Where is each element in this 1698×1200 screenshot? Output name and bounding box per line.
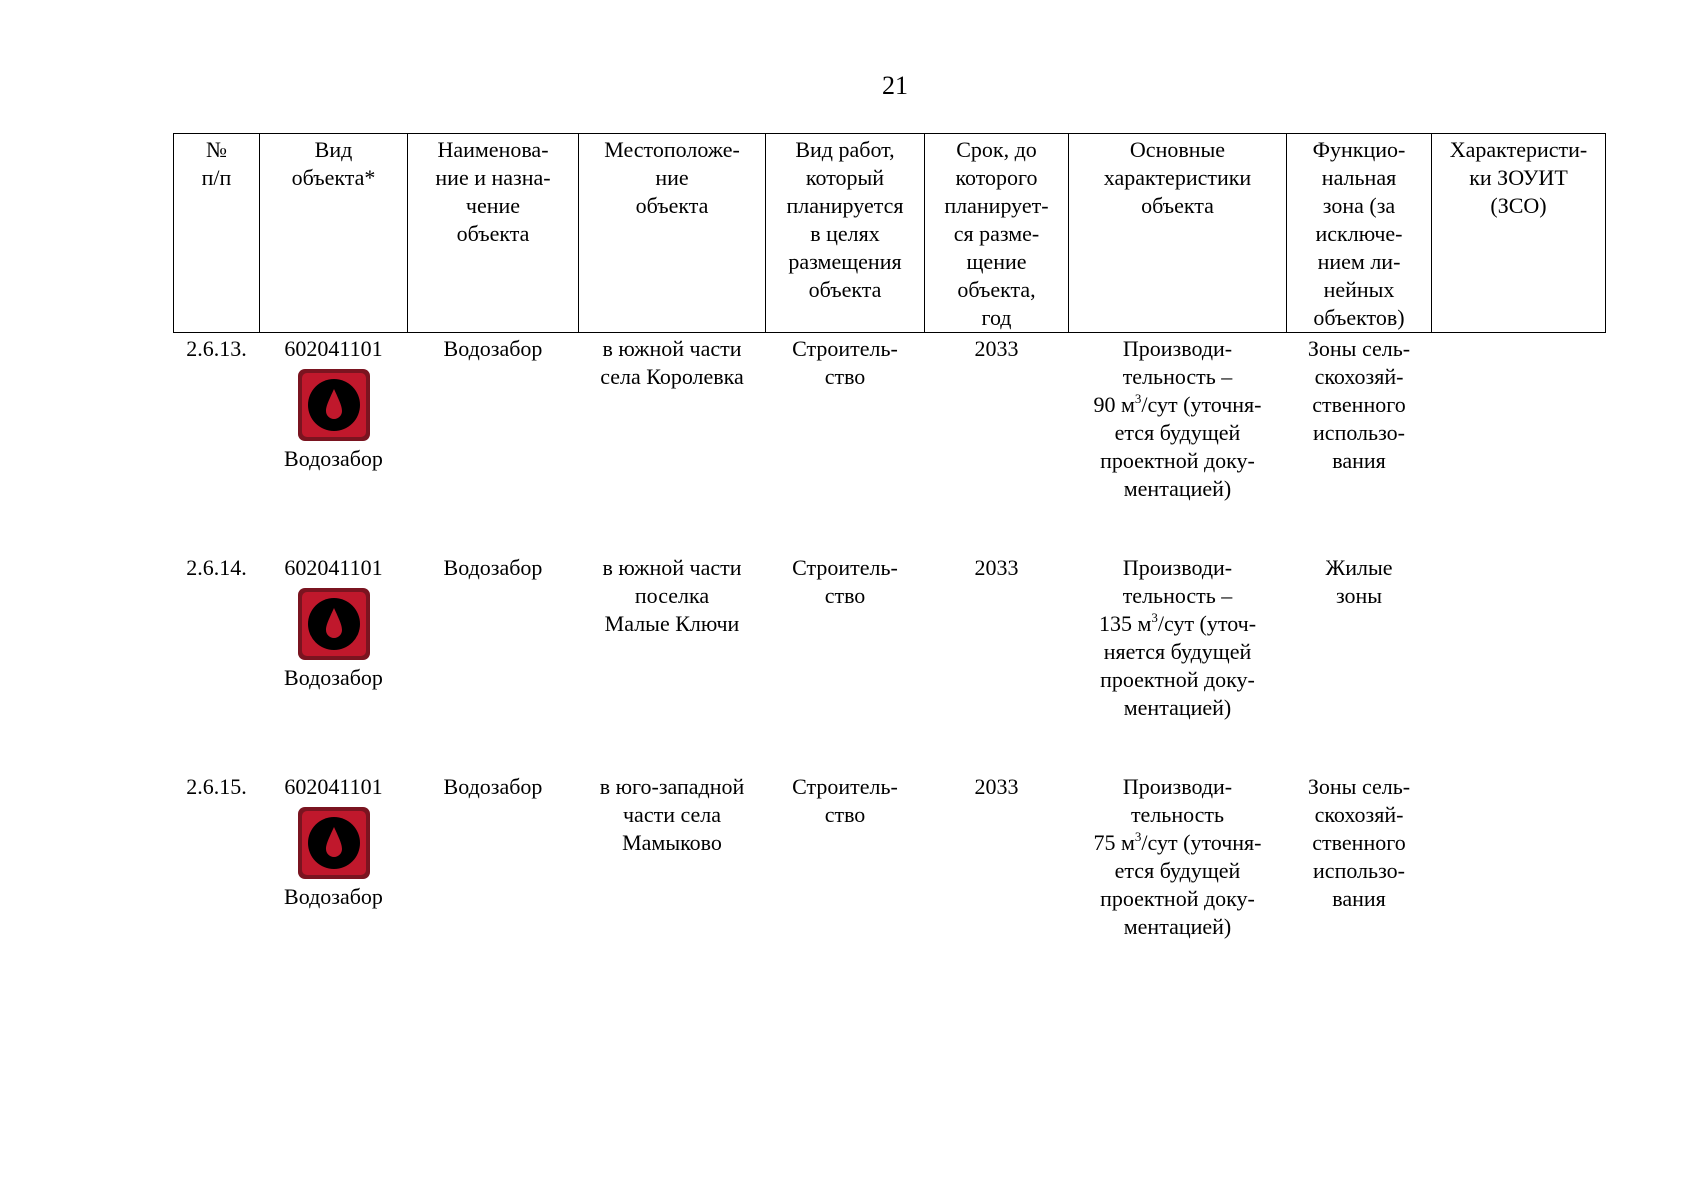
- cell-characteristics: Производи- тельность – 135 $м^3$/сут (уточ- няется будущей проектной доку- ментацией): [1098, 555, 1257, 720]
- cell-year: 2033: [974, 336, 1019, 361]
- cell-object-type: [260, 771, 408, 973]
- table-row: [174, 333, 1606, 553]
- object-code: 602041101: [284, 555, 383, 580]
- table-row: [174, 552, 1606, 771]
- cell-year: 2033: [974, 555, 1019, 580]
- cell-object-type: [260, 552, 408, 771]
- cell-location: в юго-западной части села Мамыково: [599, 774, 745, 855]
- cell-name: Водозабор: [443, 555, 543, 580]
- cell-works: Строитель- ство: [792, 774, 898, 827]
- object-icon-label: Водозабор: [284, 446, 383, 471]
- object-icon-label: Водозабор: [284, 665, 383, 690]
- cell-num: 2.6.13.: [186, 336, 247, 361]
- object-code: 602041101: [284, 774, 383, 799]
- header-object-type: Вид объекта*: [260, 134, 408, 333]
- object-code: 602041101: [284, 336, 383, 361]
- header-location: Местоположе- ние объекта: [579, 134, 766, 333]
- header-characteristics: Основные характеристики объекта: [1069, 134, 1287, 333]
- cell-zone: Жилые зоны: [1325, 555, 1393, 608]
- cell-works: Строитель- ство: [792, 336, 898, 389]
- header-work-type: Вид работ, который планируется в целях размещения объекта: [766, 134, 925, 333]
- water-intake-icon: [296, 805, 372, 881]
- cell-zouit: [1432, 333, 1606, 553]
- cell-zouit: [1432, 552, 1606, 771]
- header-zouit: Характеристи- ки ЗОУИТ (ЗСО): [1432, 134, 1606, 333]
- header-deadline: Срок, до которого планирует- ся разме- щение объекта, год: [925, 134, 1069, 333]
- cell-works: Строитель- ство: [792, 555, 898, 608]
- table-header-row: [174, 134, 1606, 333]
- cell-name: Водозабор: [443, 774, 543, 799]
- cell-zone: Зоны сель- скохозяй- ственного использо- вания: [1307, 336, 1411, 473]
- cell-object-type: [260, 333, 408, 553]
- table-row: [174, 771, 1606, 973]
- cell-location: в южной части села Королевка: [600, 336, 744, 389]
- cell-zouit: [1432, 771, 1606, 973]
- header-functional-zone: Функцио- нальная зона (за исключе- нием ли- нейных объектов): [1287, 134, 1432, 333]
- objects-table: [173, 133, 1606, 973]
- cell-characteristics: Производи- тельность – 90 $м^3$/сут (уточня- ется будущей проектной доку- ментацией): [1093, 336, 1262, 501]
- water-intake-icon: [296, 586, 372, 662]
- page-number: 21: [882, 71, 908, 100]
- cell-year: 2033: [974, 774, 1019, 799]
- cell-num: 2.6.15.: [186, 774, 247, 799]
- cell-location: в южной части поселка Малые Ключи: [602, 555, 742, 636]
- object-icon-label: Водозабор: [284, 884, 383, 909]
- cell-num: 2.6.14.: [186, 555, 247, 580]
- cell-characteristics: Производи- тельность 75 $м^3$/сут (уточня- ется будущей проектной доку- ментацией): [1093, 774, 1262, 939]
- cell-name: Водозабор: [443, 336, 543, 361]
- header-name-purpose: Наименова- ние и назна- чение объекта: [408, 134, 579, 333]
- header-num: № п/п: [174, 134, 260, 333]
- cell-zone: Зоны сель- скохозяй- ственного использо- вания: [1307, 774, 1411, 911]
- water-intake-icon: [296, 367, 372, 443]
